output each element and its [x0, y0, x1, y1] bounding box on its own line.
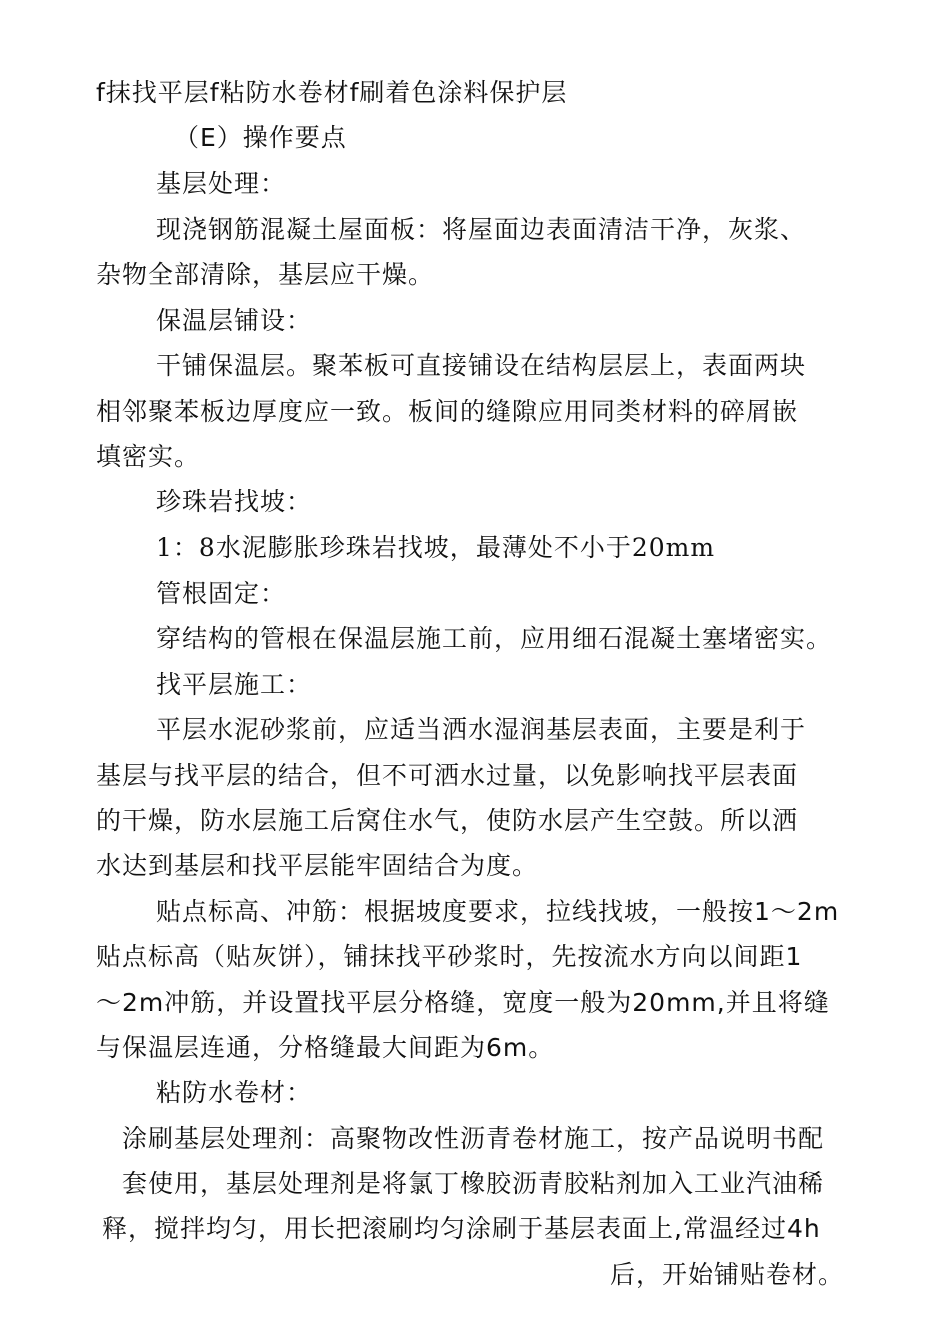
subheading: 基层处理： [156, 169, 287, 198]
paragraph-line: 填密实。 [96, 442, 201, 471]
paragraph-line: 〜2m冲筋，并设置找平层分格缝，宽度一般为20mm,并且将缝 [96, 988, 830, 1017]
paragraph-line: 与保温层连通，分格缝最大间距为6m。 [96, 1033, 555, 1062]
paragraph-line: 的干燥，防水层施工后窝住水气，使防水层产生空鼓。所以洒 [96, 806, 799, 835]
subheading: 粘防水卷材： [156, 1078, 313, 1107]
paragraph-line: 贴点标高、冲筋：根据坡度要求，拉线找坡，一般按1〜2m [156, 897, 840, 926]
paragraph-line: 平层水泥砂浆前，应适当洒水湿润基层表面，主要是利于 [156, 715, 807, 744]
process-flow-line: f抹找平层f粘防水卷材f刷着色涂料保护层 [96, 78, 568, 107]
paragraph-line: 贴点标高（贴灰饼），铺抹找平砂浆时，先按流水方向以间距1 [96, 942, 803, 971]
paragraph-line: 套使用，基层处理剂是将氯丁橡胶沥青胶粘剂加入工业汽油稀 [122, 1169, 825, 1198]
subheading: 保温层铺设： [156, 306, 313, 335]
paragraph-line: 涂刷基层处理剂：高聚物改性沥青卷材施工，按产品说明书配 [122, 1124, 825, 1153]
section-heading: （E）操作要点 [174, 123, 347, 152]
paragraph-line: 杂物全部清除，基层应干燥。 [96, 260, 435, 289]
paragraph-line: 水达到基层和找平层能牢固结合为度。 [96, 851, 539, 880]
paragraph-line: 干铺保温层。聚苯板可直接铺设在结构层层上，表面两块 [156, 351, 807, 380]
subheading: 管根固定： [156, 579, 287, 608]
paragraph-line: 释，搅拌均匀，用长把滚刷均匀涂刷于基层表面上,常温经过4h [102, 1214, 821, 1243]
paragraph-line: 基层与找平层的结合，但不可洒水过量，以免影响找平层表面 [96, 761, 799, 790]
subheading: 珍珠岩找坡： [156, 487, 313, 516]
subheading: 找平层施工： [156, 670, 313, 699]
paragraph-line: 1：8水泥膨胀珍珠岩找坡，最薄处不小于20mm [156, 533, 716, 562]
paragraph-line: 后，开始铺贴卷材。 [609, 1260, 844, 1289]
paragraph-line: 相邻聚苯板边厚度应一致。板间的缝隙应用同类材料的碎屑嵌 [96, 397, 799, 426]
paragraph-line: 现浇钢筋混凝土屋面板：将屋面边表面清洁干净，灰浆、 [156, 215, 807, 244]
paragraph-line: 穿结构的管根在保温层施工前，应用细石混凝土塞堵密实。 [156, 624, 833, 653]
